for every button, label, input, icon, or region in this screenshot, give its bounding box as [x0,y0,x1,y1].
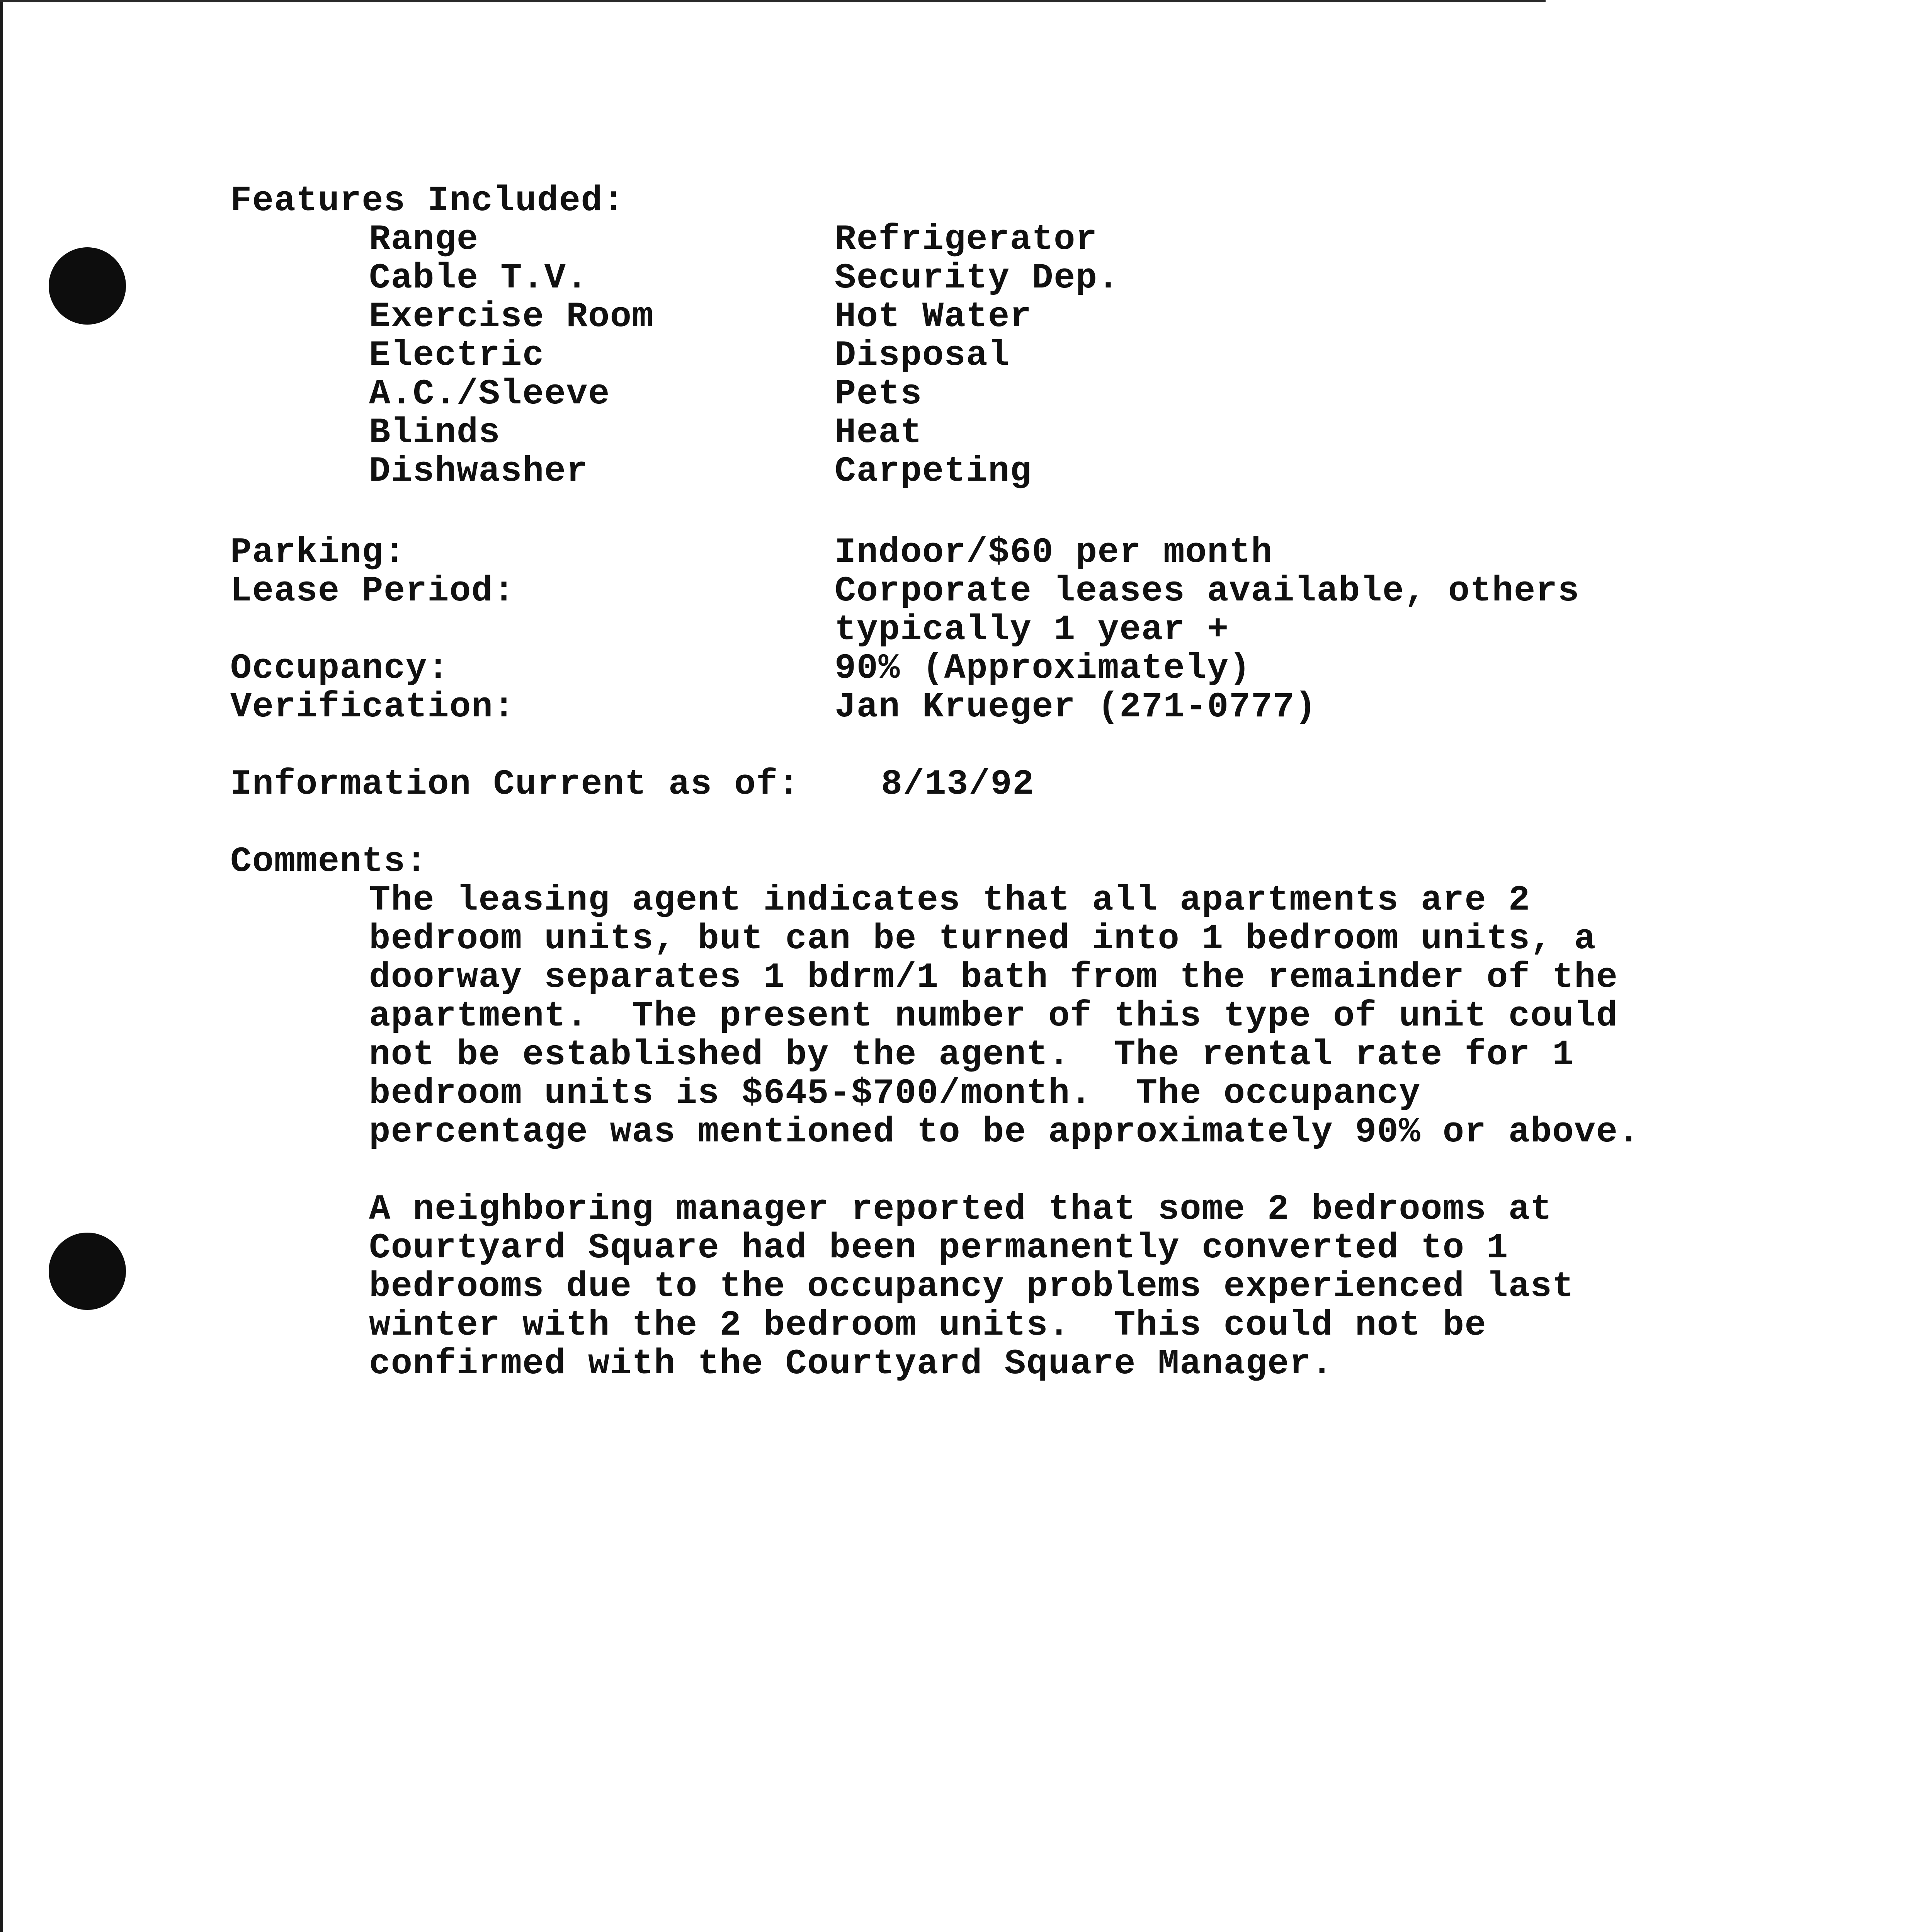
comment-line: confirmed with the Courtyard Square Manager. [369,1344,1333,1384]
info-current-label: Information Current as of: [230,764,800,804]
occupancy-label: Occupancy: [230,648,450,689]
feature-item: Refrigerator [835,219,1098,260]
feature-item: Cable T.V. [369,258,588,298]
feature-item: A.C./Sleeve [369,374,610,414]
scan-edge-top [0,0,1546,2]
verification-value: Jan Krueger (271-0777) [835,687,1317,727]
comment-line: A neighboring manager reported that some 2 bedrooms at [369,1189,1553,1230]
comment-line: bedroom units is $645-$700/month. The occupancy [369,1073,1421,1114]
feature-item: Pets [835,374,922,414]
punch-hole-top [49,247,126,325]
verification-label: Verification: [230,687,515,727]
scan-edge-left [0,0,3,1932]
comment-line: The leasing agent indicates that all apartments are 2 [369,880,1531,920]
feature-item: Range [369,219,479,260]
feature-item: Exercise Room [369,296,654,337]
feature-item: Hot Water [835,296,1032,337]
comment-line: bedroom units, but can be turned into 1 bedroom units, a [369,918,1596,959]
feature-item: Heat [835,412,922,453]
lease-period-label: Lease Period: [230,571,515,611]
feature-item: Disposal [835,335,1010,376]
feature-item: Carpeting [835,451,1032,492]
occupancy-value: 90% (Approximately) [835,648,1251,689]
feature-item: Blinds [369,412,501,453]
lease-period-value: typically 1 year + [835,609,1229,650]
comment-line: percentage was mentioned to be approximately 90% or above. [369,1112,1640,1152]
feature-item: Dishwasher [369,451,588,492]
info-current-date: 8/13/92 [881,764,1034,804]
comment-line: not be established by the agent. The rental rate for 1 [369,1034,1574,1075]
comment-line: bedrooms due to the occupancy problems experienced last [369,1266,1574,1307]
parking-label: Parking: [230,532,406,573]
parking-value: Indoor/$60 per month [835,532,1273,573]
comment-line: apartment. The present number of this type of unit could [369,996,1618,1036]
features-heading: Features Included: [230,180,625,221]
feature-item: Electric [369,335,544,376]
feature-item: Security Dep. [835,258,1120,298]
comment-line: winter with the 2 bedroom units. This could not be [369,1305,1487,1345]
comment-line: doorway separates 1 bdrm/1 bath from the remainder of the [369,957,1618,998]
lease-period-value: Corporate leases available, others [835,571,1580,611]
comments-heading: Comments: [230,841,428,882]
comment-line: Courtyard Square had been permanently converted to 1 [369,1228,1509,1268]
punch-hole-middle [49,1233,126,1310]
